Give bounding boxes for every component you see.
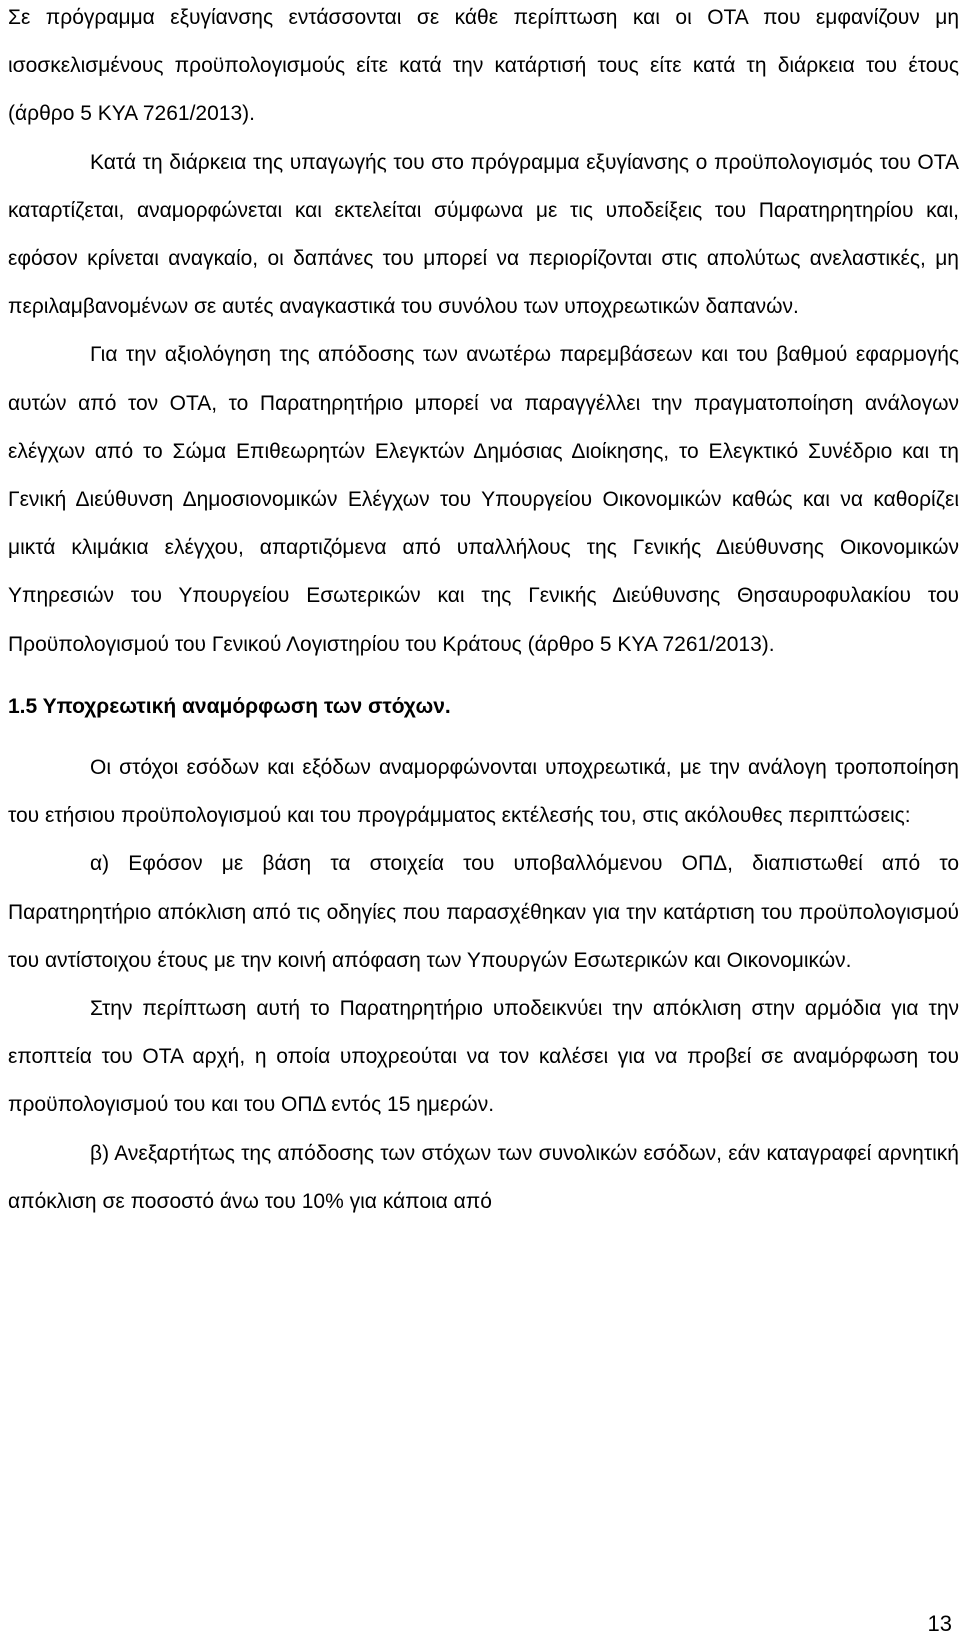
section-heading: 1.5 Υποχρεωτική αναμόρφωση των στόχων. xyxy=(8,694,451,718)
paragraph-case-a-procedure: Στην περίπτωση αυτή το Παρατηρητήριο υποδεικνύει την απόκλιση στην αρμόδια για την εποπτεία του ΟΤΑ αρχή, η οποία υποχρεούται να τον καλέσει για να προβεί σε αναμόρφωση του προϋπολογισμού του και του ΟΠΔ εντός 15 ημερών. xyxy=(8,997,959,1117)
paragraph-targets-revision: Οι στόχοι εσόδων και εξόδων αναμορφώνονται υποχρεωτικά, με την ανάλογη τροποποίηση του ετήσιου προϋπολογισμού και του προγράμματος εκτέλεσής του, στις ακόλουθες περιπτώσεις: xyxy=(8,756,959,828)
paragraph-ota-inclusion: Σε πρόγραμμα εξυγίανσης εντάσσονται σε κάθε περίπτωση και οι ΟΤΑ που εμφανίζουν μη ισοσκελισμένους προϋπολογισμούς είτε κατά την κατάρτισή τους είτε κατά τη διάρκεια του έτους (άρθρο 5 ΚΥΑ 7261/2013). xyxy=(8,6,959,126)
document-page xyxy=(8,0,959,1226)
paragraph-evaluation-audits: Για την αξιολόγηση της απόδοσης των ανωτέρω παρεμβάσεων και του βαθμού εφαρμογής αυτών από τον ΟΤΑ, το Παρατηρητήριο μπορεί να παραγγέλλει την πραγματοποίηση ανάλογων ελέγχων από το Σώμα Επιθεωρητών Ελεγκτών Δημόσιας Διοίκησης, το Ελεγκτικό Συνέδριο και τη Γενική Διεύθυνση Δημοσιονομικών Ελέγχων του Υπουργείου Οικονομικών καθώς και να καθορίζει μικτά κλιμάκια ελέγχου, απαρτιζόμενα από υπαλλήλους της Γενικής Διεύθυνσης Οικονομικών Υπηρεσιών του Υπουργείου Εσωτερικών και της Γενικής Διεύθυνσης Θησαυροφυλακίου του Προϋπολογισμού του Γενικού Λογιστηρίου του Κράτους (άρθρο 5 ΚΥΑ 7261/2013). xyxy=(8,343,959,656)
paragraph-budget-compliance: Κατά τη διάρκεια της υπαγωγής του στο πρόγραμμα εξυγίανσης ο προϋπολογισμός του ΟΤΑ καταρτίζεται, αναμορφώνεται και εκτελείται σύμφωνα με τις υποδείξεις του Παρατηρητηρίου και, εφόσον κρίνεται αναγκαίο, οι δαπάνες του μπορεί να περιορίζονται στις απολύτως ανελαστικές, μη περιλαμβανομένων σε αυτές αναγκαστικά του συνόλου των υποχρεωτικών δαπανών. xyxy=(8,150,959,319)
paragraph-case-b: β) Ανεξαρτήτως της απόδοσης των στόχων των συνολικών εσόδων, εάν καταγραφεί αρνητική απόκλιση σε ποσοστό άνω του 10% για κάποια από xyxy=(8,1141,959,1213)
page-number: 13 xyxy=(927,1611,952,1636)
paragraph-case-a: α) Εφόσον με βάση τα στοιχεία του υποβαλλόμενου ΟΠΔ, διαπιστωθεί από το Παρατηρητήριο απόκλιση από τις οδηγίες που παρασχέθηκαν για την κατάρτιση του προϋπολογισμού του αντίστοιχου έτους με την κοινή απόφαση των Υπουργών Εσωτερικών και Οικονομικών. xyxy=(8,852,959,972)
